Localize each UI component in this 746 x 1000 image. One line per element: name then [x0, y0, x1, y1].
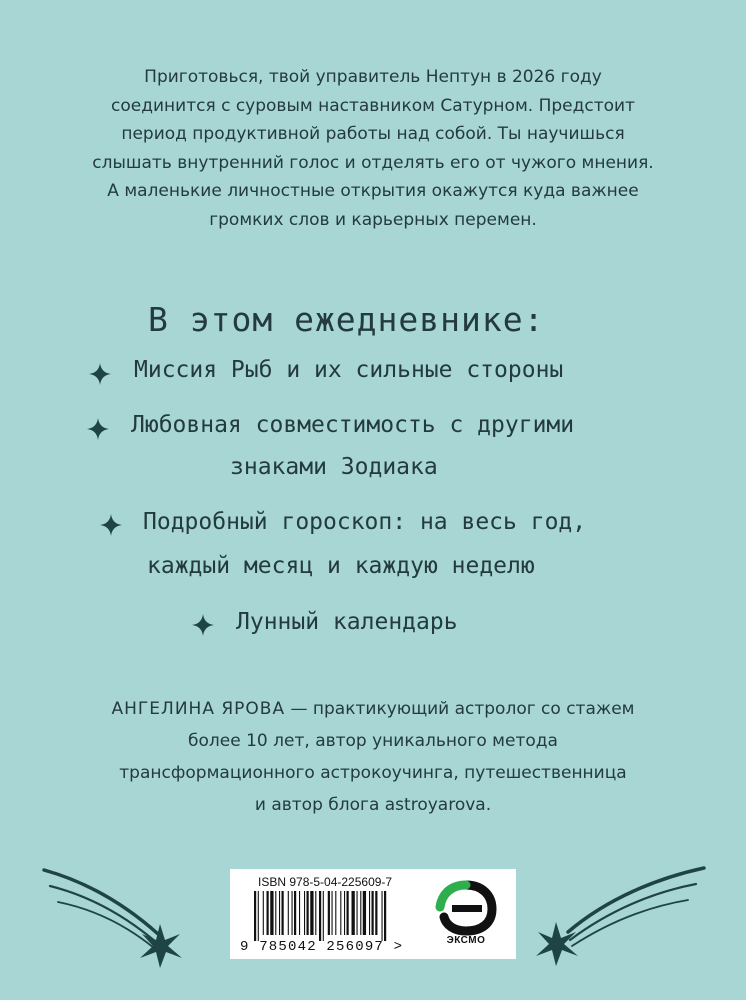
sparkle-icon — [192, 614, 214, 636]
features-heading: В этом ежедневнике: — [148, 300, 545, 339]
feature-item-line: знаками Зодиака — [230, 454, 438, 480]
barcode-bar — [299, 891, 300, 935]
author-bio-line: и автор блога astroyarova. — [254, 795, 492, 815]
feature-item-line: Лунный календарь — [236, 609, 458, 635]
barcode-bar — [292, 891, 293, 935]
barcode-bar — [384, 891, 386, 941]
barcode-icon — [254, 891, 418, 941]
author-bio-line: трансформационного астрокоучинга, путешественница — [119, 763, 627, 783]
barcode-bar — [319, 891, 321, 941]
barcode-bar — [279, 891, 280, 935]
barcode-bar — [328, 891, 330, 935]
barcode-bar — [288, 891, 289, 935]
barcode-bar — [352, 891, 355, 935]
intro-paragraph — [60, 63, 686, 234]
barcode-bar — [344, 891, 345, 935]
feature-item-line: каждый месяц и каждую неделю — [147, 553, 535, 579]
intro-line: Приготовься, твой управитель Нептун в 2026 году — [144, 67, 602, 87]
author-bio-line: более 10 лет, автор уникального метода — [188, 731, 558, 751]
barcode-bar — [254, 891, 256, 941]
feature-item-line: Любовная совместимость с другими — [131, 412, 575, 438]
barcode-bar — [340, 891, 341, 935]
barcode-bar — [258, 891, 259, 941]
barcode-bar — [372, 891, 374, 935]
barcode-bar — [294, 891, 296, 935]
barcode-bar — [332, 891, 333, 935]
barcode-bar — [375, 891, 377, 935]
barcode-bar — [275, 891, 276, 935]
barcode-bar — [270, 891, 273, 935]
barcode-bar — [347, 891, 349, 935]
comet-star-icon — [40, 862, 200, 972]
feature-item-line: Миссия Рыб и их сильные стороны — [134, 357, 564, 383]
barcode-bar — [263, 891, 264, 935]
barcode-bar — [310, 891, 313, 935]
isbn-number: ISBN 978-5-04-225609-7 — [258, 875, 393, 889]
barcode-bar — [307, 891, 309, 935]
barcode-box — [230, 869, 516, 959]
barcode-bar — [304, 891, 305, 935]
barcode-bar — [267, 891, 269, 935]
barcode-bar — [357, 891, 358, 935]
author-name: АНГЕЛИНА ЯРОВА — [111, 699, 286, 719]
barcode-bar — [369, 891, 370, 935]
barcode-bar — [382, 891, 383, 941]
intro-line: А маленькие личностные открытия окажутся куда важнее — [107, 181, 639, 201]
sparkle-icon — [87, 418, 109, 440]
intro-line: период продуктивной работы над собой. Ты научишься — [121, 124, 625, 144]
intro-line: соединится с суровым наставником Сатурном. Предстоит — [111, 95, 635, 116]
author-bio — [40, 693, 706, 821]
barcode-bar — [282, 891, 284, 935]
sparkle-icon — [89, 363, 111, 385]
intro-line: громких слов и карьерных перемен. — [209, 209, 537, 230]
barcode-digits: 9 785042 256097 > — [240, 939, 404, 955]
author-bio-line — [40, 693, 706, 725]
publisher-name: ЭКСМО — [446, 935, 486, 946]
sparkle-icon — [100, 514, 122, 536]
comet-star-icon — [528, 858, 708, 970]
author-bio-text: — практикующий астролог со стажем — [285, 699, 635, 719]
barcode-bar — [315, 891, 316, 935]
barcode-bar — [360, 891, 361, 935]
intro-line: слышать внутренний голос и отделять его от чужого мнения. — [92, 152, 654, 173]
barcode-bar — [363, 891, 366, 935]
feature-item-line: Подробный гороскоп: на весь год, — [143, 509, 587, 535]
barcode-bar — [323, 891, 324, 941]
barcode-bar — [335, 891, 336, 935]
